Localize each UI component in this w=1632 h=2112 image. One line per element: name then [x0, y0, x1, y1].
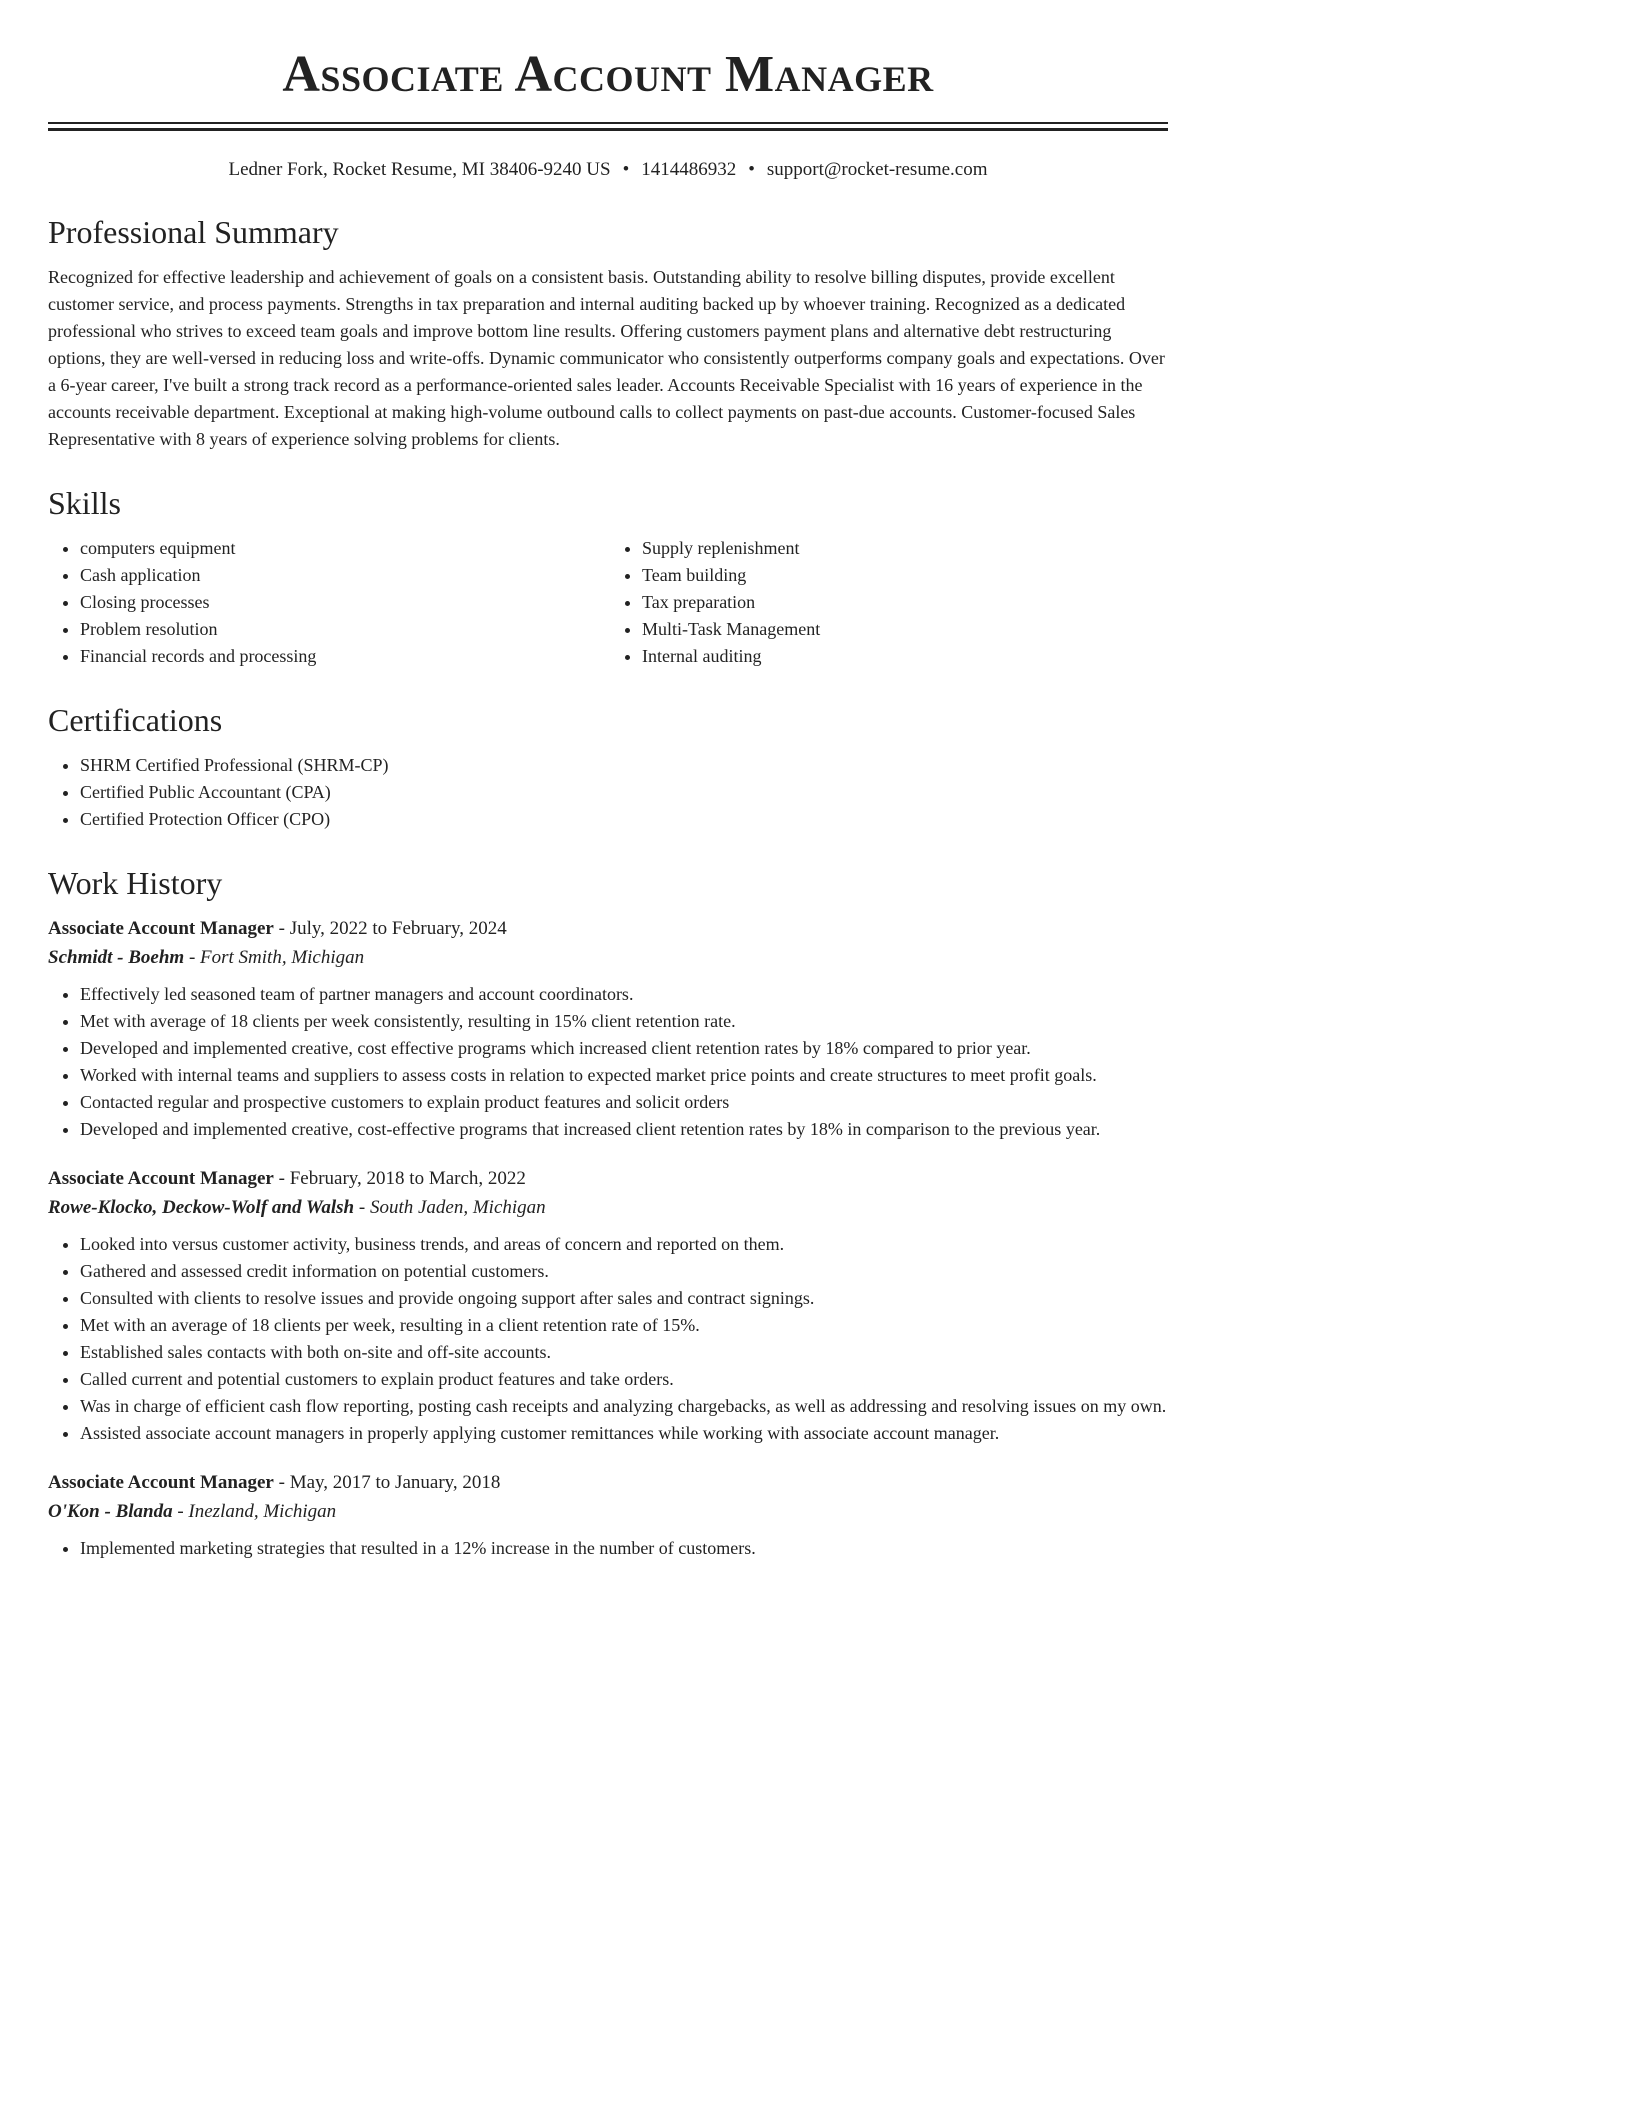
job-header: Associate Account Manager - July, 2022 to February, 2024 [48, 918, 507, 939]
job-bullet: • Looked into versus customer activity, business trends, and areas of concern and reported on them. [80, 1231, 1168, 1258]
job-location: Fort Smith, Michigan [200, 947, 365, 968]
resume-content [0, 212, 1216, 1562]
job-bullet: • Effectively led seasoned team of partner managers and account coordinators. [80, 981, 1168, 1008]
job-entry [48, 915, 1168, 1143]
job-company: O'Kon - Blanda [48, 1501, 173, 1522]
job-bullet: • Met with an average of 18 clients per week, resulting in a client retention rate of 15%. [80, 1312, 1168, 1339]
job-bullet: • Consulted with clients to resolve issues and provide ongoing support after sales and contract signings. [80, 1285, 1168, 1312]
divider-line-top [48, 122, 1168, 124]
skills-heading: Skills [48, 485, 121, 521]
job-bullets [48, 1231, 1168, 1447]
contact-info [0, 158, 1216, 182]
job-header: Associate Account Manager - May, 2017 to January, 2018 [48, 1472, 501, 1493]
job-bullets [48, 981, 1168, 1143]
job-bullet: • Called current and potential customers to explain product features and take orders. [80, 1366, 1168, 1393]
job-dates: February, 2018 to March, 2022 [289, 1168, 526, 1189]
job-dates: May, 2017 to January, 2018 [289, 1472, 501, 1493]
job-bullets [48, 1535, 1168, 1562]
skill-item: • Team building [642, 562, 1168, 589]
certification-item: • SHRM Certified Professional (SHRM-CP) [80, 752, 1168, 779]
summary-heading: Professional Summary [48, 214, 339, 250]
job-bullet: • Developed and implemented creative, cost effective programs which increased client retention rates by 18% compared to prior year. [80, 1035, 1168, 1062]
skills-columns [48, 535, 1168, 670]
job-title: Associate Account Manager [48, 1168, 274, 1189]
skills-list-left [48, 535, 606, 670]
job-company: Rowe-Klocko, Deckow-Wolf and Walsh [48, 1197, 355, 1218]
skill-item: • Multi-Task Management [642, 616, 1168, 643]
job-entry [48, 1165, 1168, 1447]
certifications-heading: Certifications [48, 702, 223, 738]
skill-item: • Supply replenishment [642, 535, 1168, 562]
job-bullet: • Contacted regular and prospective customers to explain product features and solicit orders [80, 1089, 1168, 1116]
contact-separator: • [622, 159, 630, 180]
job-bullet: • Established sales contacts with both on-site and off-site accounts. [80, 1339, 1168, 1366]
skill-item: • Closing processes [80, 589, 606, 616]
job-bullet: • Assisted associate account managers in properly applying customer remittances while working with associate account manager. [80, 1420, 1168, 1447]
job-employer: O'Kon - Blanda - Inezland, Michigan [48, 1501, 337, 1522]
job-title: Associate Account Manager [48, 1472, 274, 1493]
job-company: Schmidt - Boehm [48, 947, 185, 968]
skill-item: • computers equipment [80, 535, 606, 562]
skill-item: • Internal auditing [642, 643, 1168, 670]
skill-item: • Tax preparation [642, 589, 1168, 616]
job-location: Inezland, Michigan [188, 1501, 337, 1522]
job-bullet: • Was in charge of efficient cash flow reporting, posting cash receipts and analyzing chargebacks, as well as addressing and resolving issues on my own. [80, 1393, 1168, 1420]
contact-separator: • [748, 159, 755, 180]
skills-list-right [606, 535, 1168, 670]
job-entry [48, 1469, 1168, 1562]
job-bullet: • Met with average of 18 clients per week consistently, resulting in 15% client retention rate. [80, 1008, 1168, 1035]
contact-email[interactable]: support@rocket-resume.com [766, 159, 988, 180]
job-bullet: • Worked with internal teams and suppliers to assess costs in relation to expected market price points and create structures to meet profit goals. [80, 1062, 1168, 1089]
job-employer: Schmidt - Boehm - Fort Smith, Michigan [48, 947, 365, 968]
certification-item: • Certified Protection Officer (CPO) [80, 806, 1168, 833]
job-employer: Rowe-Klocko, Deckow-Wolf and Walsh - South Jaden, Michigan [48, 1197, 546, 1218]
skill-item: • Cash application [80, 562, 606, 589]
summary-text: Recognized for effective leadership and achievement of goals on a consistent basis. Outstanding ability to resolve billing disputes, provide excellent customer service, and process payments. Strengths in tax preparation and internal auditing backed up by whoever training. Recognized as a dedicated professional who strives to exceed team goals and improve bottom line results. Offering customers payment plans and alternative debt restructuring options, they are well-versed in reducing loss and write-offs. Dynamic communicator who consistently outperforms company goals and expectations. Over a 6-year career, I've built a strong track record as a performance-oriented sales leader. Accounts Receivable Specialist with 16 years of experience in the accounts receivable department. Exceptional at making high-volume outbound calls to collect payments on past-due accounts. Customer-focused Sales Representative with 8 years of experience solving problems for clients. [48, 267, 1165, 449]
work-history-heading: Work History [48, 865, 223, 901]
certification-item: • Certified Public Accountant (CPA) [80, 779, 1168, 806]
job-dates: July, 2022 to February, 2024 [289, 918, 507, 939]
page-title: Associate Account Manager [282, 46, 934, 103]
contact-phone: 1414486932 [641, 159, 737, 180]
job-header: Associate Account Manager - February, 2018 to March, 2022 [48, 1168, 526, 1189]
job-title: Associate Account Manager [48, 918, 274, 939]
title-divider [48, 122, 1168, 131]
job-bullet: • Implemented marketing strategies that resulted in a 12% increase in the number of customers. [80, 1535, 1168, 1562]
divider-line-bottom [48, 128, 1168, 131]
skill-item: • Financial records and processing [80, 643, 606, 670]
skill-item: • Problem resolution [80, 616, 606, 643]
contact-address: Ledner Fork, Rocket Resume, MI 38406-9240 US [228, 159, 611, 180]
job-bullet: • Gathered and assessed credit information on potential customers. [80, 1258, 1168, 1285]
job-bullet: • Developed and implemented creative, cost-effective programs that increased client retention rates by 18% in comparison to the previous year. [80, 1116, 1168, 1143]
certifications-list [48, 752, 1168, 833]
job-location: South Jaden, Michigan [369, 1197, 546, 1218]
